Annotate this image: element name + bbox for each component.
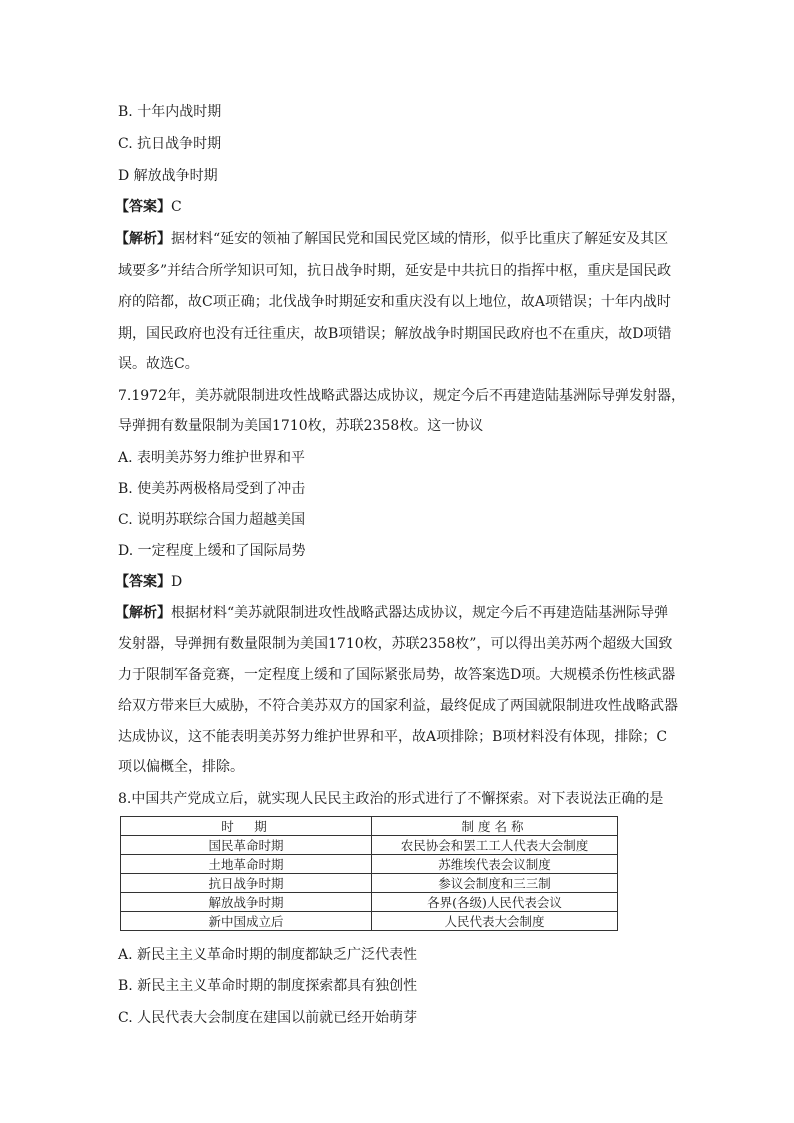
q6-option-c: C. 抗日战争时期 bbox=[118, 136, 222, 152]
q7-analysis-line-1 bbox=[115, 603, 675, 623]
q6-analysis-line-2: 域要多”并结合所学知识可知，抗日战争时期，延安是中共抗日的指挥中枢，重庆是国民政 bbox=[118, 263, 672, 279]
q7-analysis-line-6: 项以偏概全，排除。 bbox=[118, 759, 244, 775]
analysis-label: 【解析】 bbox=[115, 605, 171, 621]
q6-analysis-line-3: 府的陪都，故C项正确；北伐战争时期延安和重庆没有以上地位，故A项错误；十年内战时 bbox=[118, 294, 671, 310]
q7-analysis-line-3: 力于限制军备竞赛，一定程度上缓和了国际紧张局势，故答案选D项。大规模杀伤性核武器 bbox=[118, 667, 676, 683]
answer-label: 【答案】 bbox=[115, 199, 171, 215]
cell-period: 抗日战争时期 bbox=[121, 874, 372, 893]
analysis-text: 据材料“延安的领袖了解国民党和国民党区域的情形，似乎比重庆了解延安及其区 bbox=[171, 231, 669, 247]
q8-option-a: A. 新民主主义革命时期的制度都缺乏广泛代表性 bbox=[118, 947, 418, 963]
cell-system: 农民协会和罢工工人代表大会制度 bbox=[372, 836, 618, 855]
q6-analysis-line-5: 误。故选C。 bbox=[118, 356, 199, 372]
analysis-label: 【解析】 bbox=[115, 231, 171, 247]
cell-system: 苏维埃代表会议制度 bbox=[372, 855, 618, 874]
q7-stem-line-2: 导弹拥有数量限制为美国1710枚，苏联2358枚。这一协议 bbox=[118, 418, 484, 434]
header-period: 时 期 bbox=[121, 817, 372, 836]
answer-value: C bbox=[171, 199, 182, 215]
q8-option-b: B. 新民主主义革命时期的制度探索都具有独创性 bbox=[118, 978, 418, 994]
table-row bbox=[121, 912, 618, 931]
cell-period: 国民革命时期 bbox=[121, 836, 372, 855]
table-row bbox=[121, 855, 618, 874]
q7-option-b: B. 使美苏两极格局受到了冲击 bbox=[118, 481, 306, 497]
q7-analysis-line-5: 达成协议，这不能表明美苏努力维护世界和平，故A项排除；B项材料没有体现，排除；C bbox=[118, 729, 668, 745]
answer-label: 【答案】 bbox=[115, 574, 171, 590]
cell-system: 人民代表大会制度 bbox=[372, 912, 618, 931]
cell-period: 土地革命时期 bbox=[121, 855, 372, 874]
table-header-row bbox=[121, 817, 618, 836]
q6-answer bbox=[115, 197, 675, 217]
cell-period: 新中国成立后 bbox=[121, 912, 372, 931]
q7-answer bbox=[115, 572, 675, 592]
q7-analysis-line-4: 给双方带来巨大威胁，不符合美苏双方的国家利益，最终促成了两国就限制进攻性战略武器 bbox=[118, 698, 678, 714]
cell-period: 解放战争时期 bbox=[121, 893, 372, 912]
q6-analysis-line-4: 期，国民政府也没有迁往重庆，故B项错误；解放战争时期国民政府也不在重庆，故D项错 bbox=[118, 326, 672, 342]
q7-option-d: D. 一定程度上缓和了国际局势 bbox=[118, 543, 306, 559]
cell-system: 各界(各级)人民代表会议 bbox=[372, 893, 618, 912]
cell-system: 参议会制度和三三制 bbox=[372, 874, 618, 893]
q6-analysis-line-1 bbox=[115, 229, 675, 249]
table-row bbox=[121, 874, 618, 893]
table-row bbox=[121, 893, 618, 912]
q7-analysis-line-2: 发射器，导弹拥有数量限制为美国1710枚，苏联2358枚”，可以得出美苏两个超级大国致 bbox=[118, 636, 673, 652]
analysis-text: 根据材料“美苏就限制进攻性战略武器达成协议，规定今后不再建造陆基洲际导弹 bbox=[171, 605, 669, 621]
democracy-system-table bbox=[120, 816, 618, 931]
q7-stem-line-1: 7.1972年，美苏就限制进攻性战略武器达成协议，规定今后不再建造陆基洲际导弹发射器， bbox=[118, 388, 685, 404]
table-row bbox=[121, 836, 618, 855]
q6-option-b: B. 十年内战时期 bbox=[118, 104, 222, 120]
q8-option-c: C. 人民代表大会制度在建国以前就已经开始萌芽 bbox=[118, 1010, 418, 1026]
answer-value: D bbox=[171, 574, 183, 590]
q8-stem: 8.中国共产党成立后，就实现人民民主政治的形式进行了不懈探索。对下表说法正确的是 bbox=[118, 791, 664, 807]
header-system-name: 制度名称 bbox=[372, 817, 618, 836]
q7-option-a: A. 表明美苏努力维护世界和平 bbox=[118, 450, 306, 466]
q7-option-c: C. 说明苏联综合国力超越美国 bbox=[118, 512, 306, 528]
q6-option-d: D 解放战争时期 bbox=[118, 168, 218, 184]
